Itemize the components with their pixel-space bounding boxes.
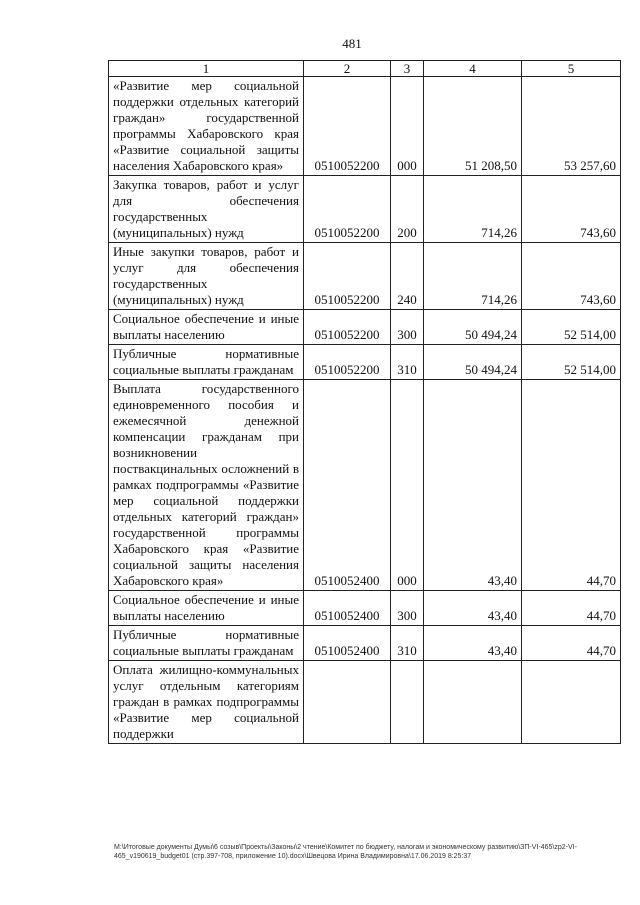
header-row (109, 61, 621, 77)
header-col-2: 2 (304, 61, 391, 77)
row-amount-col5: 44,70 (522, 626, 621, 661)
row-amount-col5: 743,60 (522, 176, 621, 243)
row-amount-col4: 43,40 (424, 380, 522, 591)
table-row (109, 310, 621, 345)
file-path-footer: M:\Итоговые документы Думы\6 созыв\Проекты\Законы\2 чтение\Комитет по бюджету, налогам и экономическому развитию\ЗП-VI-465\zp2-VI-465_v190619_budget01 (стр.397-708, приложение 10).docx\Швецова Ирина Владимировна\17.06.2019 8:25:37 (114, 844, 577, 860)
row-target-code: 0510052400 (304, 591, 391, 626)
table-row (109, 661, 621, 744)
row-amount-col5: 44,70 (522, 591, 621, 626)
table-row (109, 626, 621, 661)
row-name: Иные закупки товаров, работ и услуг для обеспечения государственных (муниципальных) нужд (109, 243, 304, 310)
table-row (109, 243, 621, 310)
row-amount-col4: 51 208,50 (424, 77, 522, 176)
row-expense-type: 310 (391, 345, 424, 380)
row-amount-col4: 43,40 (424, 626, 522, 661)
row-amount-col4: 50 494,24 (424, 310, 522, 345)
row-amount-col5 (522, 661, 621, 744)
row-name: Выплата государственного единовременного пособия и ежемесячной денежной компенсации гражданам при возникновении поствакцинальных осложнений в рамках подпрограммы «Развитие мер социальной поддержки отдельных категорий граждан» государственной программы Хабаровского края «Развитие социальной защиты населения Хабаровского края» (109, 380, 304, 591)
table-row (109, 591, 621, 626)
row-amount-col5: 743,60 (522, 243, 621, 310)
row-name: Социальное обеспечение и иные выплаты населению (109, 310, 304, 345)
row-amount-col4: 43,40 (424, 591, 522, 626)
row-name: Публичные нормативные социальные выплаты гражданам (109, 345, 304, 380)
page-number: 481 (342, 36, 362, 51)
row-amount-col4: 50 494,24 (424, 345, 522, 380)
row-amount-col4: 714,26 (424, 243, 522, 310)
row-amount-col5: 52 514,00 (522, 345, 621, 380)
table-row (109, 77, 621, 176)
row-expense-type: 240 (391, 243, 424, 310)
row-expense-type: 000 (391, 380, 424, 591)
row-amount-col5: 52 514,00 (522, 310, 621, 345)
header-col-3: 3 (391, 61, 424, 77)
table-row (109, 345, 621, 380)
row-target-code: 0510052200 (304, 77, 391, 176)
row-target-code: 0510052200 (304, 243, 391, 310)
row-target-code: 0510052200 (304, 176, 391, 243)
row-amount-col4: 714,26 (424, 176, 522, 243)
row-target-code (304, 661, 391, 744)
row-target-code: 0510052200 (304, 345, 391, 380)
row-amount-col5: 44,70 (522, 380, 621, 591)
row-expense-type: 300 (391, 310, 424, 345)
row-expense-type (391, 661, 424, 744)
row-amount-col5: 53 257,60 (522, 77, 621, 176)
budget-table (108, 60, 621, 744)
row-expense-type: 200 (391, 176, 424, 243)
table-row (109, 176, 621, 243)
row-target-code: 0510052200 (304, 310, 391, 345)
row-name: Публичные нормативные социальные выплаты гражданам (109, 626, 304, 661)
row-name: Оплата жилищно-коммунальных услуг отдельным категориям граждан в рамках подпрограммы «Развитие мер социальной поддержки (109, 661, 304, 744)
row-expense-type: 000 (391, 77, 424, 176)
row-amount-col4 (424, 661, 522, 744)
table-row (109, 380, 621, 591)
row-name: Социальное обеспечение и иные выплаты населению (109, 591, 304, 626)
row-expense-type: 310 (391, 626, 424, 661)
row-target-code: 0510052400 (304, 380, 391, 591)
row-name: Закупка товаров, работ и услуг для обеспечения государственных (муниципальных) нужд (109, 176, 304, 243)
row-name: «Развитие мер социальной поддержки отдельных категорий граждан» государственной программы Хабаровского края «Развитие социальной защиты населения Хабаровского края» (109, 77, 304, 176)
header-col-5: 5 (522, 61, 621, 77)
header-col-1: 1 (109, 61, 304, 77)
row-target-code: 0510052400 (304, 626, 391, 661)
header-col-4: 4 (424, 61, 522, 77)
row-expense-type: 300 (391, 591, 424, 626)
